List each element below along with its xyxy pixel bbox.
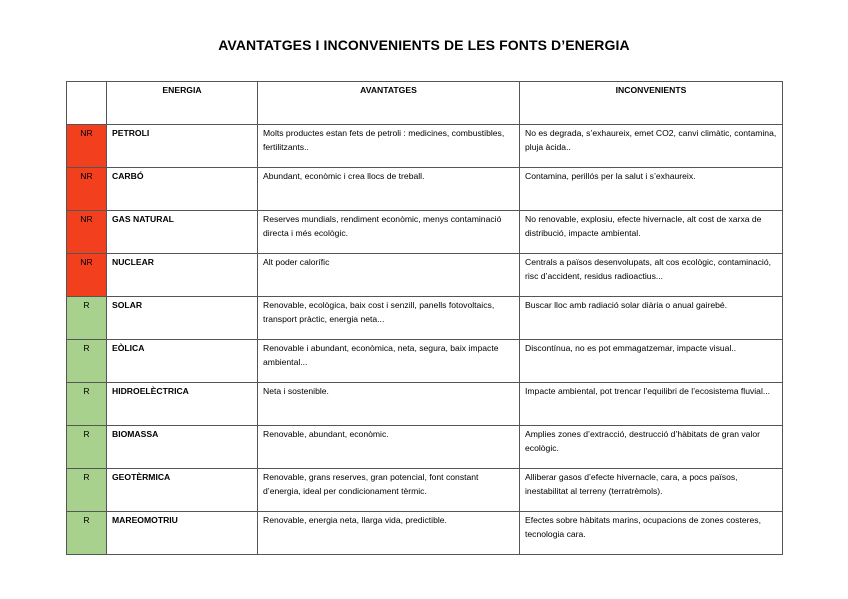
disadvantages-cell: Impacte ambiental, pot trencar l’equilibri de l’ecosistema fluvial...: [520, 383, 783, 426]
disadvantages-cell: Centrals a països desenvolupats, alt cos ecològic, contaminació, risc d’accident, residus radioactius...: [520, 254, 783, 297]
disadvantages-cell: Alliberar gasos d’efecte hivernacle, cara, a pocs països, inestabilitat al terreny (terratrèmols).: [520, 469, 783, 512]
disadvantages-cell: Discontínua, no es pot emmagatzemar, impacte visual..: [520, 340, 783, 383]
disadvantages-cell: No renovable, explosiu, efecte hivernacle, alt cost de xarxa de distribució, impacte ambiental.: [520, 211, 783, 254]
advantages-cell: Renovable, abundant, econòmic.: [258, 426, 520, 469]
header-energy: ENERGIA: [107, 82, 258, 125]
energy-table: [66, 81, 783, 555]
advantages-cell: Neta i sostenible.: [258, 383, 520, 426]
advantages-cell: Reserves mundials, rendiment econòmic, menys contaminació directa i més ecològic.: [258, 211, 520, 254]
table-header-row: [67, 82, 783, 125]
energy-name: HIDROELÈCTRICA: [107, 383, 258, 426]
advantages-cell: Renovable, energia neta, llarga vida, predictible.: [258, 512, 520, 555]
table-row: [67, 254, 783, 297]
energy-name: GEOTÈRMICA: [107, 469, 258, 512]
advantages-cell: Molts productes estan fets de petroli : medicines, combustibles, fertilitzants..: [258, 125, 520, 168]
energy-name: PETROLI: [107, 125, 258, 168]
energy-name: BIOMASSA: [107, 426, 258, 469]
type-badge: R: [67, 469, 107, 512]
disadvantages-cell: Amplies zones d’extracció, destrucció d’hàbitats de gran valor ecològic.: [520, 426, 783, 469]
table-row: [67, 168, 783, 211]
advantages-cell: Renovable, grans reserves, gran potencial, font constant d’energia, ideal per condicionament tèrmic.: [258, 469, 520, 512]
advantages-cell: Alt poder calorífic: [258, 254, 520, 297]
energy-name: MAREOMOTRIU: [107, 512, 258, 555]
type-badge: R: [67, 383, 107, 426]
table-row: [67, 125, 783, 168]
advantages-cell: Renovable, ecològica, baix cost i senzill, panells fotovoltaics, transport pràctic, energia neta...: [258, 297, 520, 340]
energy-name: SOLAR: [107, 297, 258, 340]
table-row: [67, 211, 783, 254]
energy-name: CARBÓ: [107, 168, 258, 211]
type-badge: R: [67, 426, 107, 469]
energy-name: GAS NATURAL: [107, 211, 258, 254]
table-row: [67, 426, 783, 469]
disadvantages-cell: Efectes sobre hàbitats marins, ocupacions de zones costeres, tecnologia cara.: [520, 512, 783, 555]
disadvantages-cell: Contamina, perillós per la salut i s’exhaureix.: [520, 168, 783, 211]
type-badge: R: [67, 297, 107, 340]
disadvantages-cell: Buscar lloc amb radiació solar diària o anual gairebé.: [520, 297, 783, 340]
table-row: [67, 512, 783, 555]
table-row: [67, 340, 783, 383]
energy-name: EÒLICA: [107, 340, 258, 383]
type-badge: NR: [67, 211, 107, 254]
table-row: [67, 297, 783, 340]
page-title: AVANTATGES I INCONVENIENTS DE LES FONTS D’ENERGIA: [218, 37, 630, 53]
header-disadvantages: INCONVENIENTS: [520, 82, 783, 125]
table-row: [67, 383, 783, 426]
header-advantages: AVANTATGES: [258, 82, 520, 125]
type-badge: NR: [67, 168, 107, 211]
advantages-cell: Abundant, econòmic i crea llocs de treball.: [258, 168, 520, 211]
advantages-cell: Renovable i abundant, econòmica, neta, segura, baix impacte ambiental...: [258, 340, 520, 383]
type-badge: NR: [67, 254, 107, 297]
header-type: [67, 82, 107, 125]
disadvantages-cell: No es degrada, s’exhaureix, emet CO2, canvi climàtic, contamina, pluja àcida..: [520, 125, 783, 168]
type-badge: R: [67, 340, 107, 383]
table-row: [67, 469, 783, 512]
type-badge: NR: [67, 125, 107, 168]
type-badge: R: [67, 512, 107, 555]
energy-name: NUCLEAR: [107, 254, 258, 297]
